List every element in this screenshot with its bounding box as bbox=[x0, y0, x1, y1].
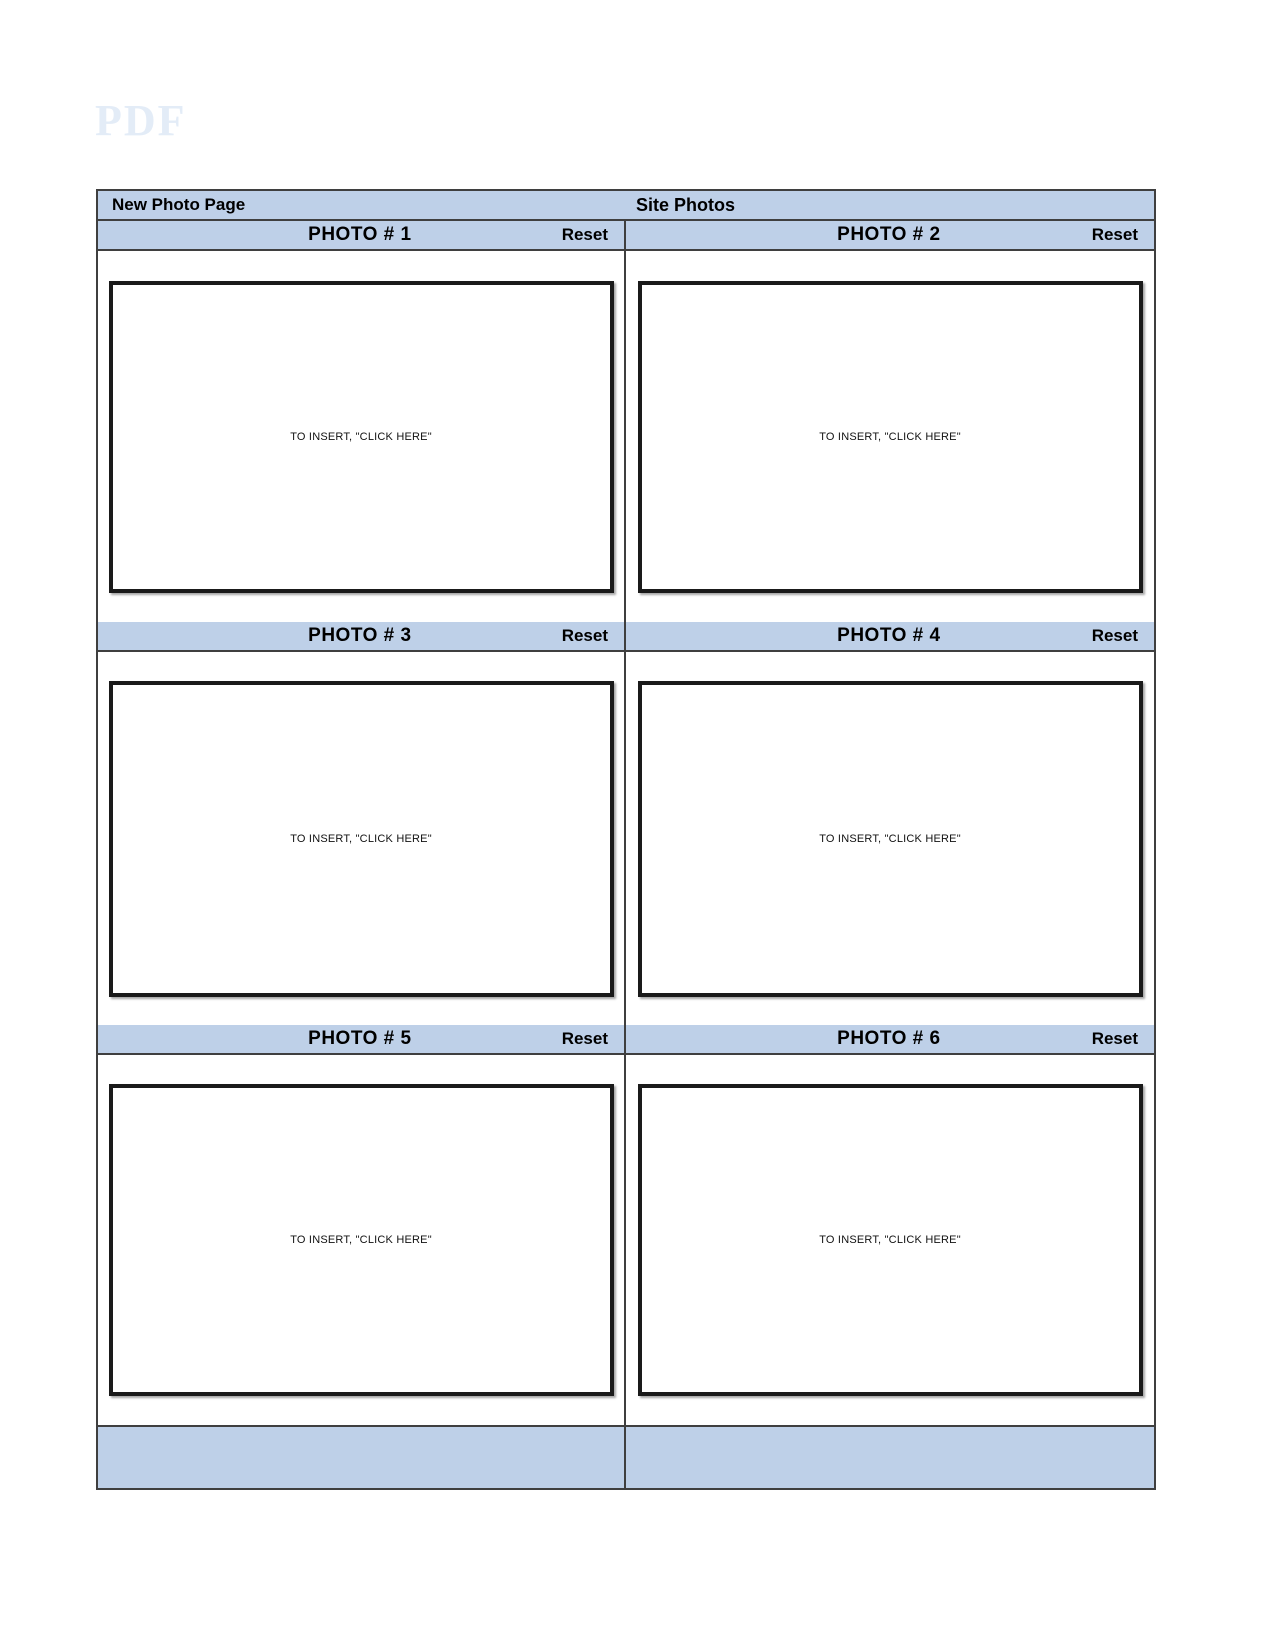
photo-header-6 bbox=[626, 1025, 1154, 1053]
photo-label-2: PHOTO # 2 bbox=[837, 224, 941, 245]
photo-cell-1 bbox=[98, 251, 626, 622]
sheet-footer bbox=[98, 1425, 1154, 1488]
photo-band-2 bbox=[98, 622, 1154, 1025]
photo-band-2-body bbox=[98, 652, 1154, 1025]
photo-label-1: PHOTO # 1 bbox=[308, 224, 412, 245]
photo-band-2-titles bbox=[98, 622, 1154, 652]
reset-button-4[interactable]: Reset bbox=[1091, 626, 1138, 645]
photo-band-3-body bbox=[98, 1055, 1154, 1425]
photo-placeholder-1[interactable] bbox=[109, 281, 614, 593]
photo-header-4 bbox=[626, 622, 1154, 650]
photo-hint-1: TO INSERT, "CLICK HERE" bbox=[290, 430, 432, 443]
photo-cell-4 bbox=[626, 652, 1154, 1025]
footer-right bbox=[626, 1427, 1154, 1488]
photo-band-1-body bbox=[98, 251, 1154, 622]
reset-button-3[interactable]: Reset bbox=[561, 626, 608, 645]
photo-hint-3: TO INSERT, "CLICK HERE" bbox=[290, 832, 432, 845]
reset-button-1[interactable]: Reset bbox=[561, 225, 608, 244]
photo-hint-2: TO INSERT, "CLICK HERE" bbox=[819, 430, 961, 443]
photo-label-4: PHOTO # 4 bbox=[837, 625, 941, 646]
photo-cell-6 bbox=[626, 1055, 1154, 1425]
new-photo-page-button[interactable]: New Photo Page bbox=[112, 195, 246, 214]
sheet-header bbox=[98, 191, 1154, 221]
photo-placeholder-6[interactable] bbox=[638, 1084, 1143, 1396]
photo-header-1 bbox=[98, 221, 626, 249]
photo-placeholder-5[interactable] bbox=[109, 1084, 614, 1396]
photo-band-3-titles bbox=[98, 1025, 1154, 1055]
page-title: Site Photos bbox=[636, 194, 736, 215]
photo-log-sheet bbox=[96, 189, 1156, 1490]
photo-band-1-titles bbox=[98, 221, 1154, 251]
photo-header-3 bbox=[98, 622, 626, 650]
photo-label-5: PHOTO # 5 bbox=[308, 1028, 412, 1049]
photo-band-1 bbox=[98, 221, 1154, 622]
page-watermark: PDF bbox=[95, 96, 187, 145]
reset-button-6[interactable]: Reset bbox=[1091, 1029, 1138, 1048]
photo-placeholder-2[interactable] bbox=[638, 281, 1143, 593]
photo-band-3 bbox=[98, 1025, 1154, 1425]
photo-header-2 bbox=[626, 221, 1154, 249]
photo-label-3: PHOTO # 3 bbox=[308, 625, 412, 646]
photo-placeholder-4[interactable] bbox=[638, 681, 1143, 997]
photo-hint-6: TO INSERT, "CLICK HERE" bbox=[819, 1234, 961, 1246]
photo-cell-5 bbox=[98, 1055, 626, 1425]
photo-label-6: PHOTO # 6 bbox=[837, 1028, 941, 1049]
reset-button-5[interactable]: Reset bbox=[561, 1029, 608, 1048]
photo-hint-4: TO INSERT, "CLICK HERE" bbox=[819, 832, 961, 845]
reset-button-2[interactable]: Reset bbox=[1091, 225, 1138, 244]
photo-cell-3 bbox=[98, 652, 626, 1025]
photo-placeholder-3[interactable] bbox=[109, 681, 614, 997]
photo-hint-5: TO INSERT, "CLICK HERE" bbox=[290, 1234, 432, 1246]
photo-header-5 bbox=[98, 1025, 626, 1053]
footer-left bbox=[98, 1427, 626, 1488]
photo-cell-2 bbox=[626, 251, 1154, 622]
